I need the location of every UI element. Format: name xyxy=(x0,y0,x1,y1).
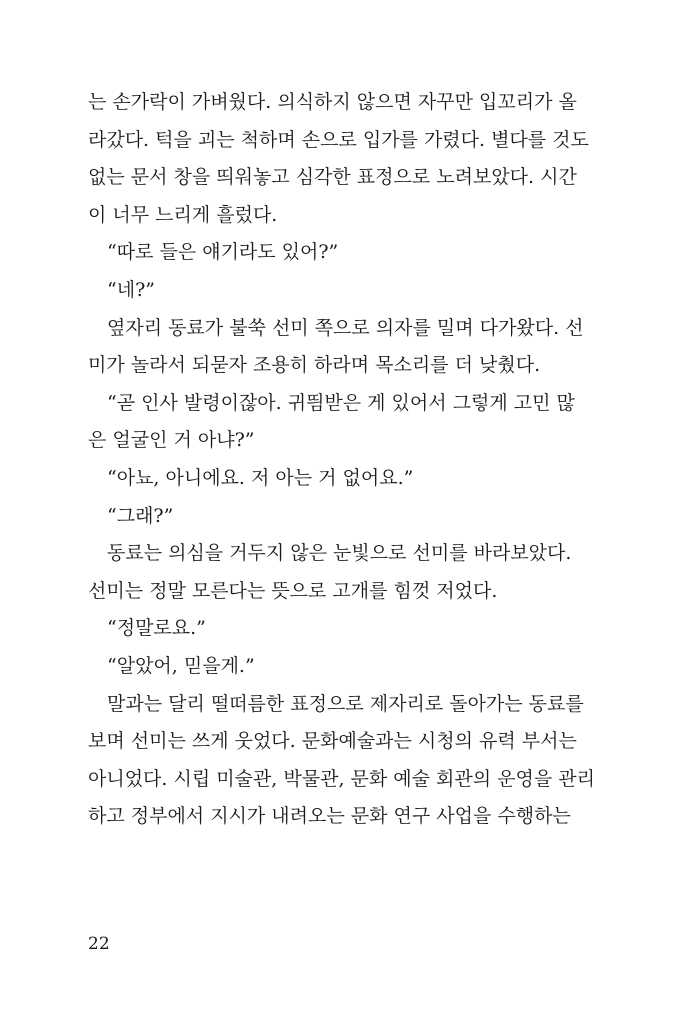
text-line: 선미는 정말 모른다는 뜻으로 고개를 힘껏 저었다. xyxy=(88,579,498,602)
text-line: 는 손가락이 가벼웠다. 의식하지 않으면 자꾸만 입꼬리가 올 xyxy=(88,91,577,113)
text-line: 동료는 의심을 거두지 않은 눈빛으로 선미를 바라보았다. xyxy=(107,542,572,565)
text-line: “네?” xyxy=(107,278,155,301)
text-line: “알았어, 믿을게.” xyxy=(107,654,255,677)
text-line: 아니었다. 시립 미술관, 박물관, 문화 예술 회관의 운영을 관리 xyxy=(88,767,595,790)
text-line: “아뇨, 아니에요. 저 아는 거 없어요.” xyxy=(107,466,414,489)
text-line: 라갔다. 턱을 괴는 척하며 손으로 입가를 가렸다. 별다를 것도 xyxy=(88,128,589,151)
body-text xyxy=(88,84,595,836)
text-line: 하고 정부에서 지시가 내려오는 문화 연구 사업을 수행하는 xyxy=(88,805,571,828)
text-line: 말과는 달리 떨떠름한 표정으로 제자리로 돌아가는 동료를 xyxy=(107,692,584,715)
text-line: “곧 인사 발령이잖아. 귀띔받은 게 있어서 그렇게 고민 많 xyxy=(107,391,575,414)
text-line: “그래?” xyxy=(107,504,174,527)
text-line: 보며 선미는 쓰게 웃었다. 문화예술과는 시청의 유력 부서는 xyxy=(88,730,577,753)
text-line: 없는 문서 창을 띄워놓고 심각한 표정으로 노려보았다. 시간 xyxy=(88,166,577,189)
text-line: “따로 들은 얘기라도 있어?” xyxy=(107,241,339,264)
text-line: 미가 놀라서 되묻자 조용히 하라며 목소리를 더 낮췄다. xyxy=(88,354,541,377)
text-line: 이 너무 느리게 흘렀다. xyxy=(88,203,278,226)
text-line: 옆자리 동료가 불쑥 선미 쪽으로 의자를 밀며 다가왔다. 선 xyxy=(107,316,584,339)
page-number: 22 xyxy=(88,934,110,954)
text-line: 은 얼굴인 거 아냐?” xyxy=(88,429,255,452)
text-line: “정말로요.” xyxy=(107,617,206,640)
